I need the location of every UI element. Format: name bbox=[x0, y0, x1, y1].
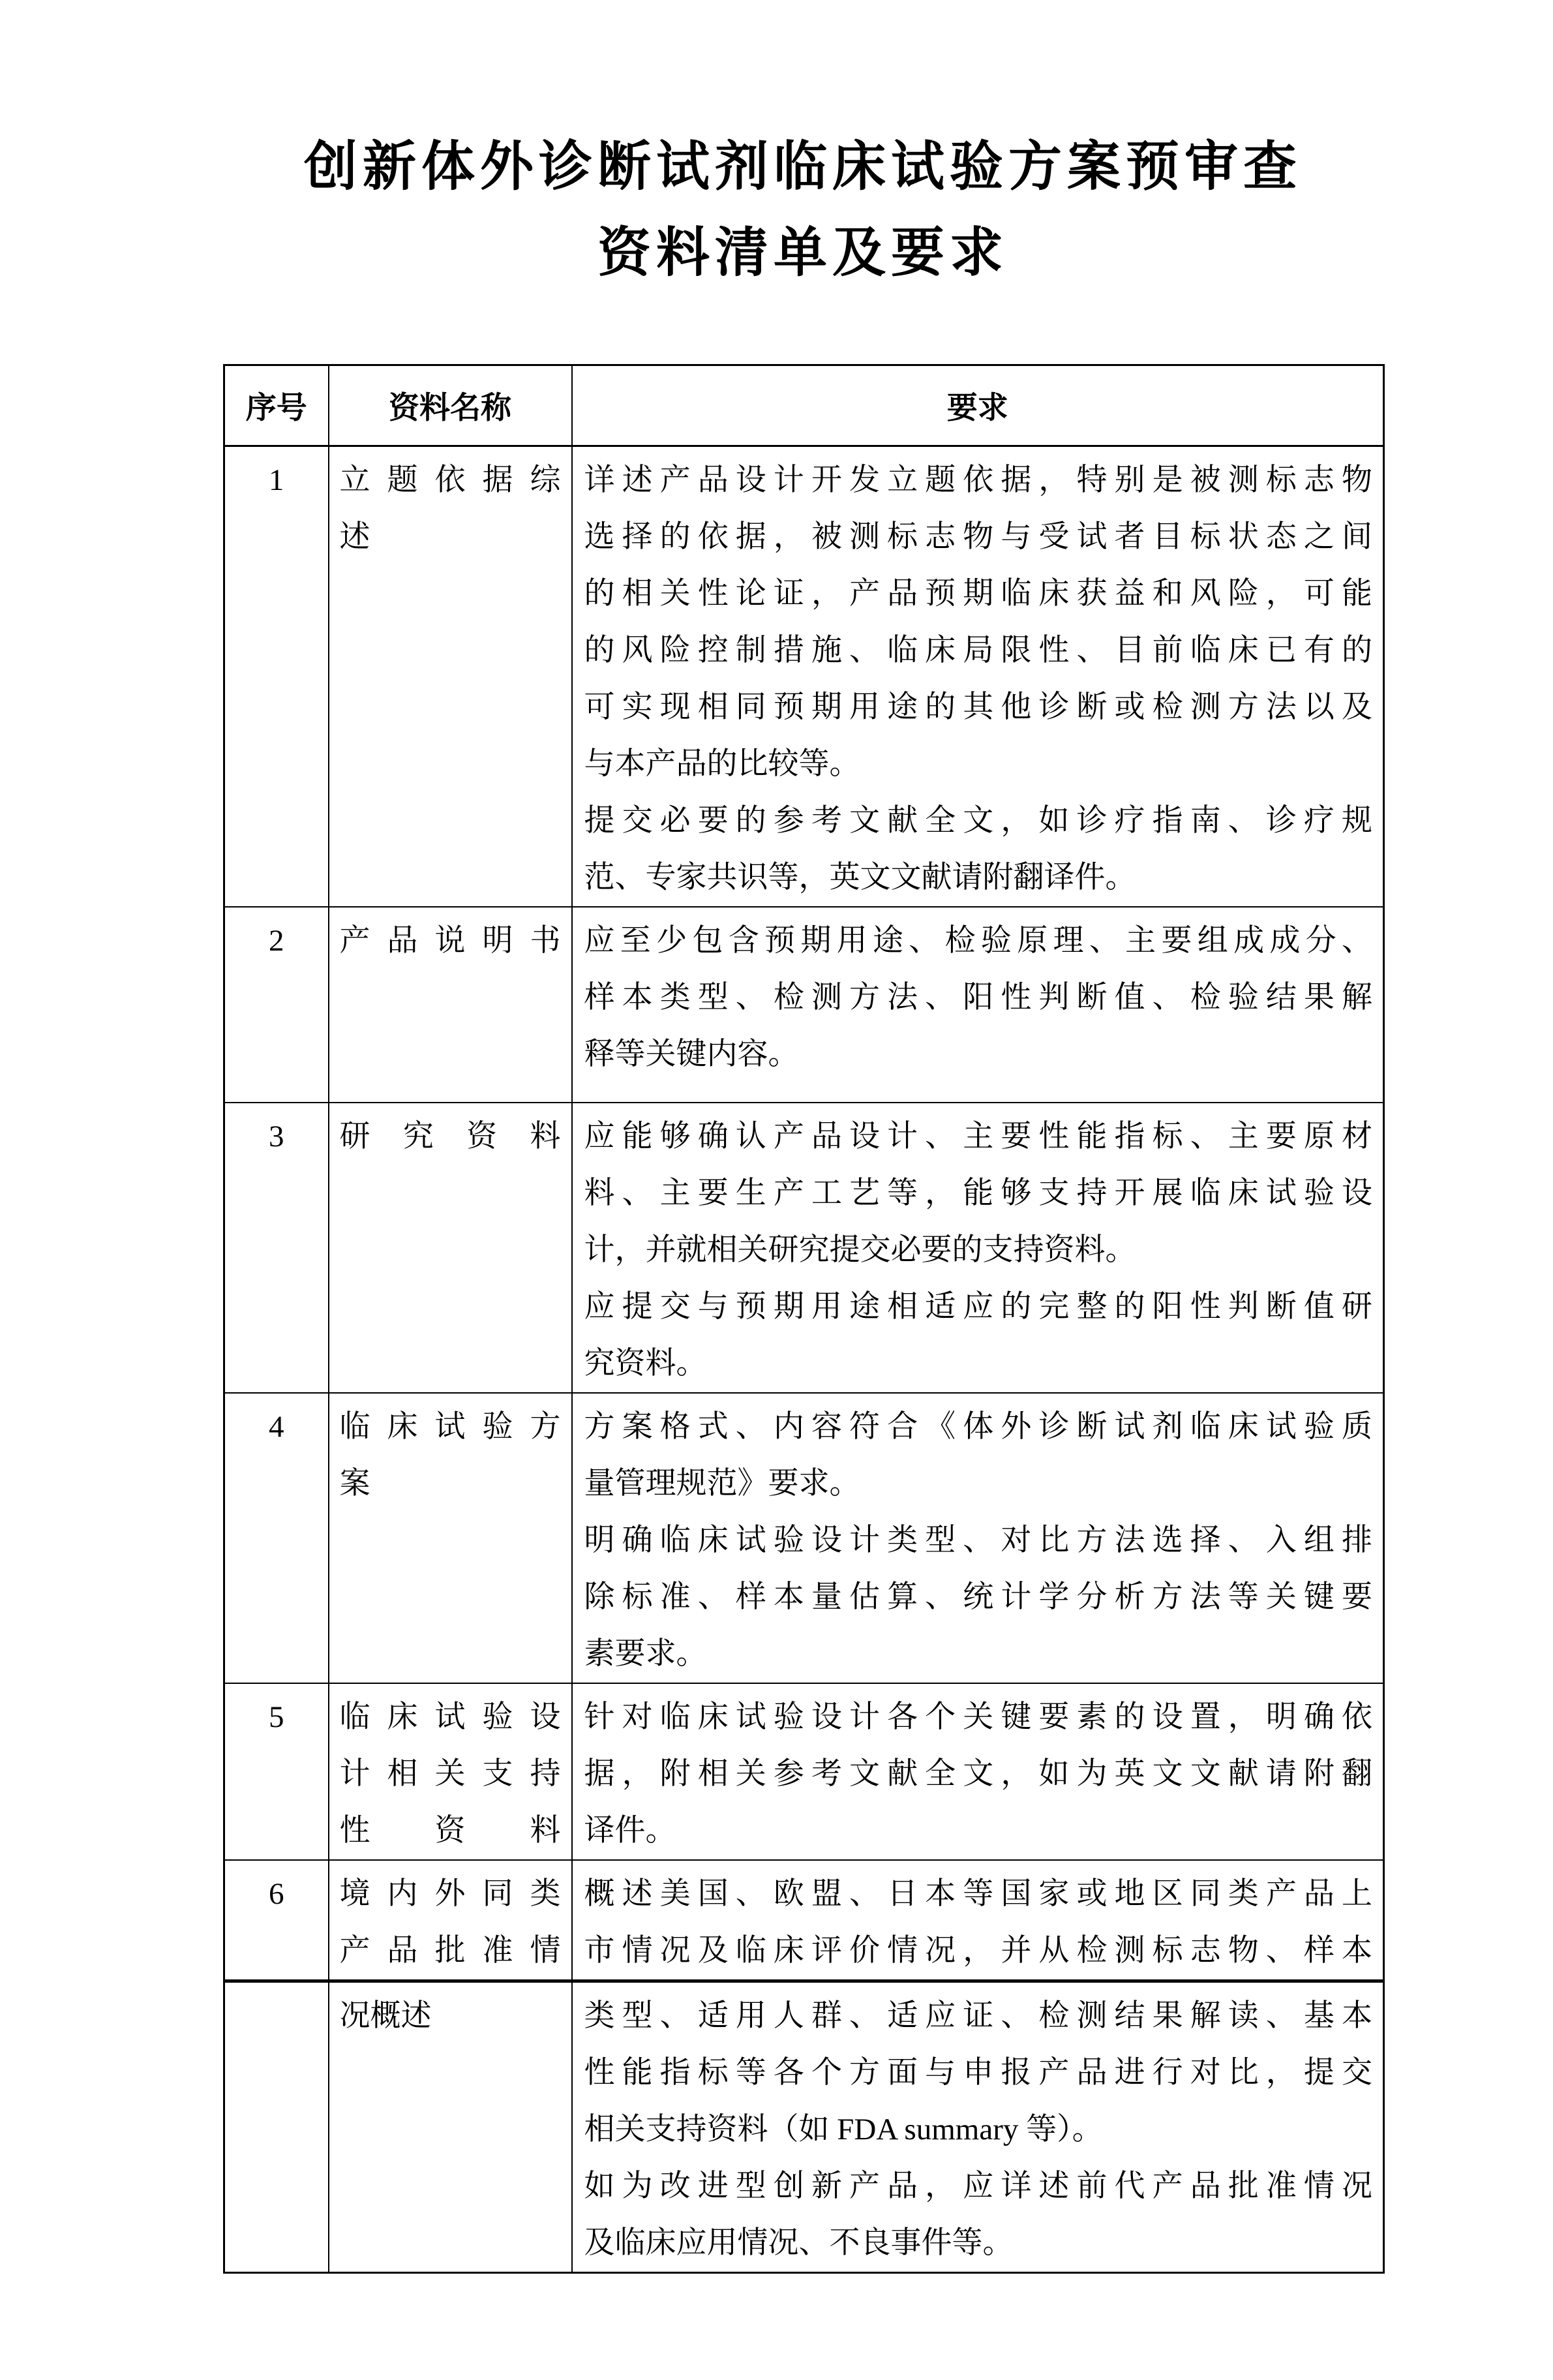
row-5-index: 5 bbox=[224, 1683, 329, 1860]
column-header-index: 序号 bbox=[224, 365, 329, 446]
row-1-requirement: 详述产品设计开发立题依据，特别是被测标志物 选择的依据，被测标志物与受试者目标状态之间 的相关性论证，产品预期临床获益和风险，可能 的风险控制措施、临床局限性、目前临床已有的 可实现相同预期用途的其他诊断或检测方法以及 与本产品的比较等。 提交必要的参考文献全文，如诊疗指南、诊疗规 范、专家共识等，英文文献请附翻译件。 bbox=[572, 446, 1384, 908]
row-1-index: 1 bbox=[224, 446, 329, 908]
table-header-row bbox=[224, 365, 1384, 446]
row-6-requirement: 概述美国、欧盟、日本等国家或地区同类产品上 市情况及临床评价情况，并从检测标志物、样本 bbox=[572, 1860, 1384, 1981]
table-row-6-continued bbox=[224, 1981, 1384, 2273]
document-title bbox=[223, 0, 1383, 296]
column-header-name: 资料名称 bbox=[329, 365, 572, 446]
column-header-requirement: 要求 bbox=[572, 365, 1384, 446]
table-row-3 bbox=[224, 1103, 1384, 1393]
row-1-name: 立题依据综 述 bbox=[329, 446, 572, 908]
row-6-continued-requirement: 类型、适用人群、适应证、检测结果解读、基本 性能指标等各个方面与申报产品进行对比，提交 相关支持资料（如 FDA summary 等）。 如为改进型创新产品，应详述前代产品批准情况 及临床应用情况、不良事件等。 bbox=[572, 1981, 1384, 2273]
table-row-2 bbox=[224, 907, 1384, 1103]
table-row-1 bbox=[224, 446, 1384, 908]
table-row-4 bbox=[224, 1393, 1384, 1683]
row-6-index: 6 bbox=[224, 1860, 329, 1981]
row-2-requirement: 应至少包含预期用途、检验原理、主要组成成分、 样本类型、检测方法、阳性判断值、检验结果解 释等关键内容。 bbox=[572, 907, 1384, 1103]
row-3-index: 3 bbox=[224, 1103, 329, 1393]
requirements-table bbox=[223, 364, 1385, 2274]
row-4-name: 临床试验方 案 bbox=[329, 1393, 572, 1683]
row-5-requirement: 针对临床试验设计各个关键要素的设置，明确依 据，附相关参考文献全文，如为英文文献请附翻 译件。 bbox=[572, 1683, 1384, 1860]
row-5-name: 临床试验设 计相关支持 性资料 bbox=[329, 1683, 572, 1860]
title-line-2: 资料清单及要求 bbox=[597, 223, 1008, 282]
table-row-5 bbox=[224, 1683, 1384, 1860]
row-6-name: 境内外同类 产品批准情 bbox=[329, 1860, 572, 1981]
row-3-requirement: 应能够确认产品设计、主要性能指标、主要原材 料、主要生产工艺等，能够支持开展临床试验设 计，并就相关研究提交必要的支持资料。 应提交与预期用途相适应的完整的阳性判断值研 究资料。 bbox=[572, 1103, 1384, 1393]
row-3-name: 研究资料 bbox=[329, 1103, 572, 1393]
table-row-6 bbox=[224, 1860, 1384, 1981]
row-4-index: 4 bbox=[224, 1393, 329, 1683]
row-2-index: 2 bbox=[224, 907, 329, 1103]
row-2-name: 产品说明书 bbox=[329, 907, 572, 1103]
row-6-continued-index bbox=[224, 1981, 329, 2273]
row-6-continued-name: 况概述 bbox=[329, 1981, 572, 2273]
row-4-requirement: 方案格式、内容符合《体外诊断试剂临床试验质 量管理规范》要求。 明确临床试验设计类型、对比方法选择、入组排 除标准、样本量估算、统计学分析方法等关键要 素要求。 bbox=[572, 1393, 1384, 1683]
title-line-1: 创新体外诊断试剂临床试验方案预审查 bbox=[303, 137, 1302, 196]
